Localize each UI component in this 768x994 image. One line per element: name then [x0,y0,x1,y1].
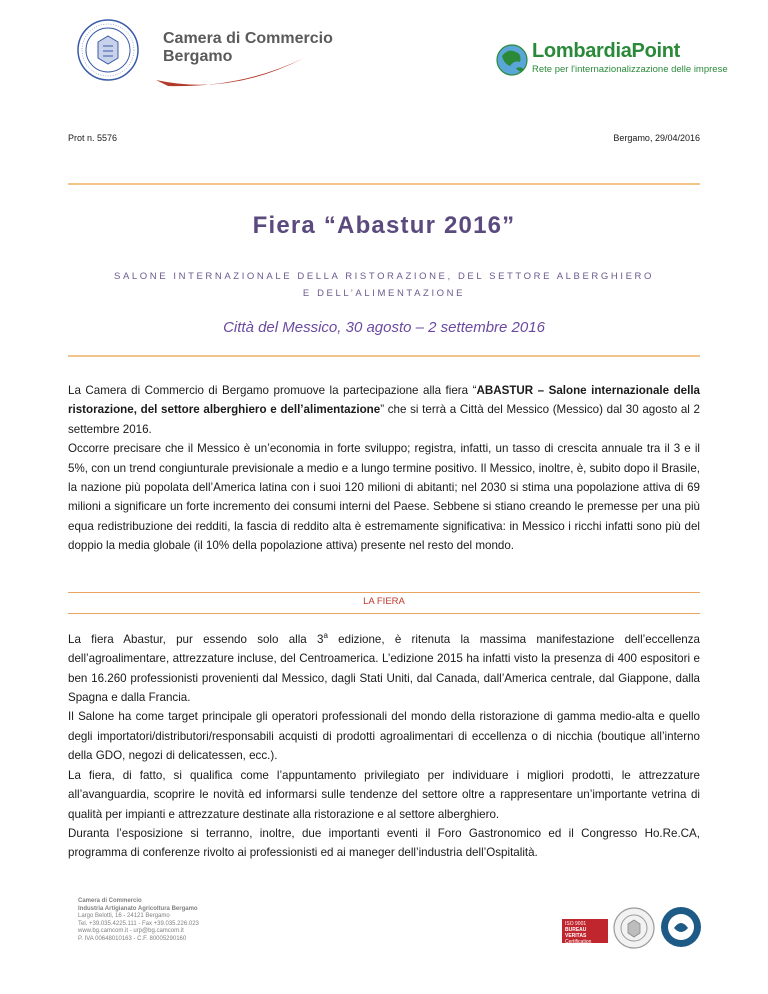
page-title: Fiera “Abastur 2016” [252,212,516,239]
fiera-paragraph-3: La fiera, di fatto, si qualifica come l’appuntamento privilegiato per individuare i migliori prodotti, le attrezzature all’avanguardia, scoprire le novità ed informarsi sulle tendenze del settore oltre a rappresentare un’importante vetrina di qualità per impianti e attrezzature destinate alla ristorazione e al settore alberghiero. [68,768,700,821]
partner-name-a: Lombardia [532,40,632,62]
cert-bv-sub: Certification [565,939,592,945]
intro-text [68,381,700,556]
section-rule-bottom [68,613,700,614]
intro-paragraph-2: Occorre precisare che il Messico è un’economia in forte sviluppo; registra, infatti, un tasso di crescita annuale tra il 3 e il 5%, con un trend congiunturale previsionale a medio e a lungo termine positivo. Il Messico, inoltre, è, subito dopo il Brasile, la nazione più popolata dell’America latina con i suoi 120 milioni di abitanti; nel 2030 si stima una popolazione attiva di 69 milioni a significare un forte incremento dei consumi interni del Paese. Sebbene si stiano creando le premesse per una più equa redistribuzione dei redditi, la fascia di reddito alta è estremamente significativa: in Messico i ricchi infatti sono più del doppio la media globale (il 10% della popolazione attiva) presente nel resto del mondo. [68,442,700,553]
footer-address [78,898,199,944]
intro-p1-end: ” che si terrà a Città del Messico (Messico) dal 30 agosto al 2 settembre 2016. [68,403,700,436]
bureau-veritas-seal-icon [612,906,656,950]
event-subtitle-line1: SALONE INTERNAZIONALE DELLA RISTORAZIONE, DEL SETTORE ALBERGHIERO [114,271,654,282]
event-subtitle [0,268,768,302]
accredia-icon [660,906,702,948]
fiera-paragraph-4: Duranta l’esposizione si terranno, inoltre, due importanti eventi il Foro Gastronomico ed il Congresso Ho.Re.CA, programma di conferenze rivolto ai professionisti ed ai maneger dell’industria dell’Ospitalità. [68,826,700,860]
footer-line-4: Tel. +39.035.4225.111 - Fax +39.035.226.023 [78,920,199,927]
document-date: Bergamo, 29/04/2016 [613,133,700,143]
event-subtitle-line2: E DELL’ALIMENTAZIONE [302,288,466,299]
fiera-p1-end: edizione, è ritenuta la massima manifestazione dell’eccellenza dell’agroalimentare, attrezzature incluse, del Centroamerica. L’edizione 2015 ha infatti visto la presenza di 400 espositori e ben 16.260 professionisti provenienti dal Messico, dagli Stati Uniti, dal Canada, dall’America centrale, dal Giappone, dalla Spagna e dalla Francia. [68,632,700,705]
cert-iso: ISO 9001 [565,921,587,927]
fiera-paragraph-2: Il Salone ha come target principale gli operatori professionali del mondo della ristorazione di gamma medio-alta e quello degli importatori/distributori/responsabili acquisti di prodotti agroalimentari di eccellenza o di nicchia (boutique all’interno della GDO, negozi di delicatessen, ecc.). [68,710,700,763]
fiera-p1-ordinal: a [323,631,328,640]
org-name-line1: Camera di Commercio [163,30,333,47]
intro-p1-start: La Camera di Commercio di Bergamo promuove la partecipazione alla fiera “ [68,384,477,397]
cert-bv: BUREAU VERITAS [565,927,587,939]
section-heading-la-fiera: LA FIERA [363,596,405,607]
org-name-line2: Bergamo [163,48,233,65]
partner-name [532,40,680,63]
footer-line-5: www.bg.camcom.it - urp@bg.camcom.it [78,928,184,935]
footer-line-1: Camera di Commercio [78,898,142,904]
intro-p1-event-name: ABASTUR – Salone internazionale della ristorazione, del settore alberghiero e dell’alimentazione [68,384,700,417]
fiera-p1-start: La fiera Abastur, pur essendo solo alla 3 [68,632,324,646]
protocol-number: Prot n. 5576 [68,133,118,143]
intro-paragraph-1 [68,381,700,439]
partner-name-b: Point [631,40,681,62]
footer-line-3: Largo Belotti, 16 - 24121 Bergamo [78,913,170,920]
bureau-veritas-icon [562,919,608,943]
title-rule [68,355,700,357]
footer-line-2: Industria Artigianato Agricoltura Bergamo [78,905,198,912]
header-rule [68,183,700,185]
fiera-paragraph-1 [68,626,700,707]
swoosh-icon [150,52,310,94]
fiera-text [68,626,700,863]
footer-line-6: P. IVA 00648010163 - C.F. 80005290160 [78,935,187,942]
section-rule-top [68,592,700,593]
lombardiapoint-globe-icon [492,40,532,80]
event-place-dates: Città del Messico, 30 agosto – 2 settembre 2016 [223,319,545,336]
partner-tagline: Rete per l'internazionalizzazione delle imprese [532,64,728,75]
bergamo-seal-icon [76,18,140,82]
